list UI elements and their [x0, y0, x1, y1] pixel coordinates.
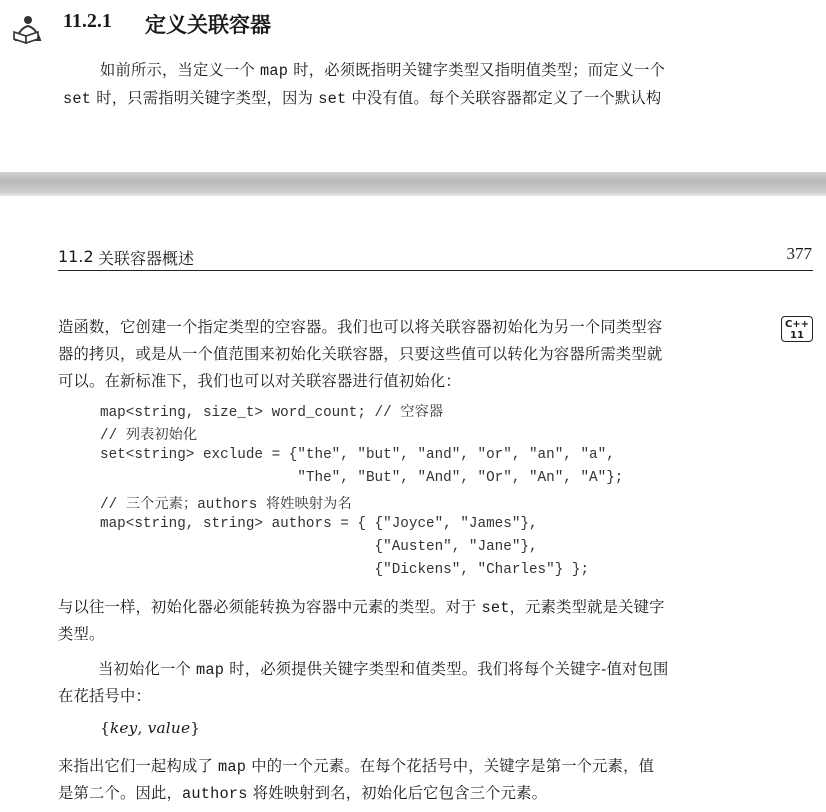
running-header-section-number: 11.2 — [58, 247, 94, 266]
code-line-3: set<string> exclude = {"the", "but", "and", "or", "an", "a", — [100, 447, 615, 463]
paragraph-3-line-2: 在花括号中： — [58, 687, 151, 705]
paragraph-2-line-2: 类型。 — [58, 625, 105, 643]
code-line-7: {"Austen", "Jane"}, — [100, 539, 538, 555]
code-line-1: map<string, size_t> word_count; // 空容器 — [100, 405, 444, 421]
paragraph-4-line-2: 是第二个。因此，authors 将姓映射到名，初始化后它包含三个元素。 — [58, 784, 548, 803]
paragraph-1-line-2: 器的拷贝，或是从一个值范围来初始化关联容器，只要这些值可以转化为容器所需类型就 — [58, 345, 663, 363]
key-value-syntax: {key, value} — [100, 719, 201, 737]
badge-line-1: C++ — [784, 319, 810, 330]
paragraph-1-line-1: 造函数，它创建一个指定类型的空容器。我们也可以将关联容器初始化为另一个同类型容 — [58, 318, 663, 336]
paragraph-1-line-3: 可以。在新标准下，我们也可以对关联容器进行值初始化： — [58, 372, 461, 390]
page-number: 377 — [786, 244, 812, 263]
running-header-title: 关联容器概述 — [98, 249, 195, 268]
badge-line-2: 11 — [790, 330, 804, 341]
intro-line-2: set 时，只需指明关键字类型，因为 set 中没有值。每个关联容器都定义了一个默认构 — [63, 89, 662, 108]
code-line-5: // 三个元素；authors 将姓映射为名 — [100, 497, 352, 513]
code-line-6: map<string, string> authors = { {"Joyce", "James"}, — [100, 516, 538, 532]
header-rule — [58, 270, 813, 271]
section-title: 定义关联容器 — [145, 13, 271, 37]
intro-line-1: 如前所示，当定义一个 map 时，必须既指明关键字类型又指明值类型；而定义一个 — [100, 61, 666, 80]
paragraph-4-line-1: 来指出它们一起构成了 map 中的一个元素。在每个花括号中，关键字是第一个元素，值 — [58, 757, 655, 776]
code-line-4: "The", "But", "And", "Or", "An", "A"}; — [100, 470, 624, 486]
code-line-2: // 列表初始化 — [100, 428, 198, 444]
code-line-8: {"Dickens", "Charles"} }; — [100, 562, 590, 578]
paragraph-2-line-1: 与以往一样，初始化器必须能转换为容器中元素的类型。对于 set，元素类型就是关键字 — [58, 598, 665, 617]
paragraph-3-line-1: 当初始化一个 map 时，必须提供关键字类型和值类型。我们将每个关键字-值对包围 — [98, 660, 669, 679]
section-number: 11.2.1 — [63, 10, 112, 32]
page-separator — [0, 172, 826, 196]
cpp11-badge — [781, 316, 813, 342]
reading-person-icon — [10, 14, 44, 44]
